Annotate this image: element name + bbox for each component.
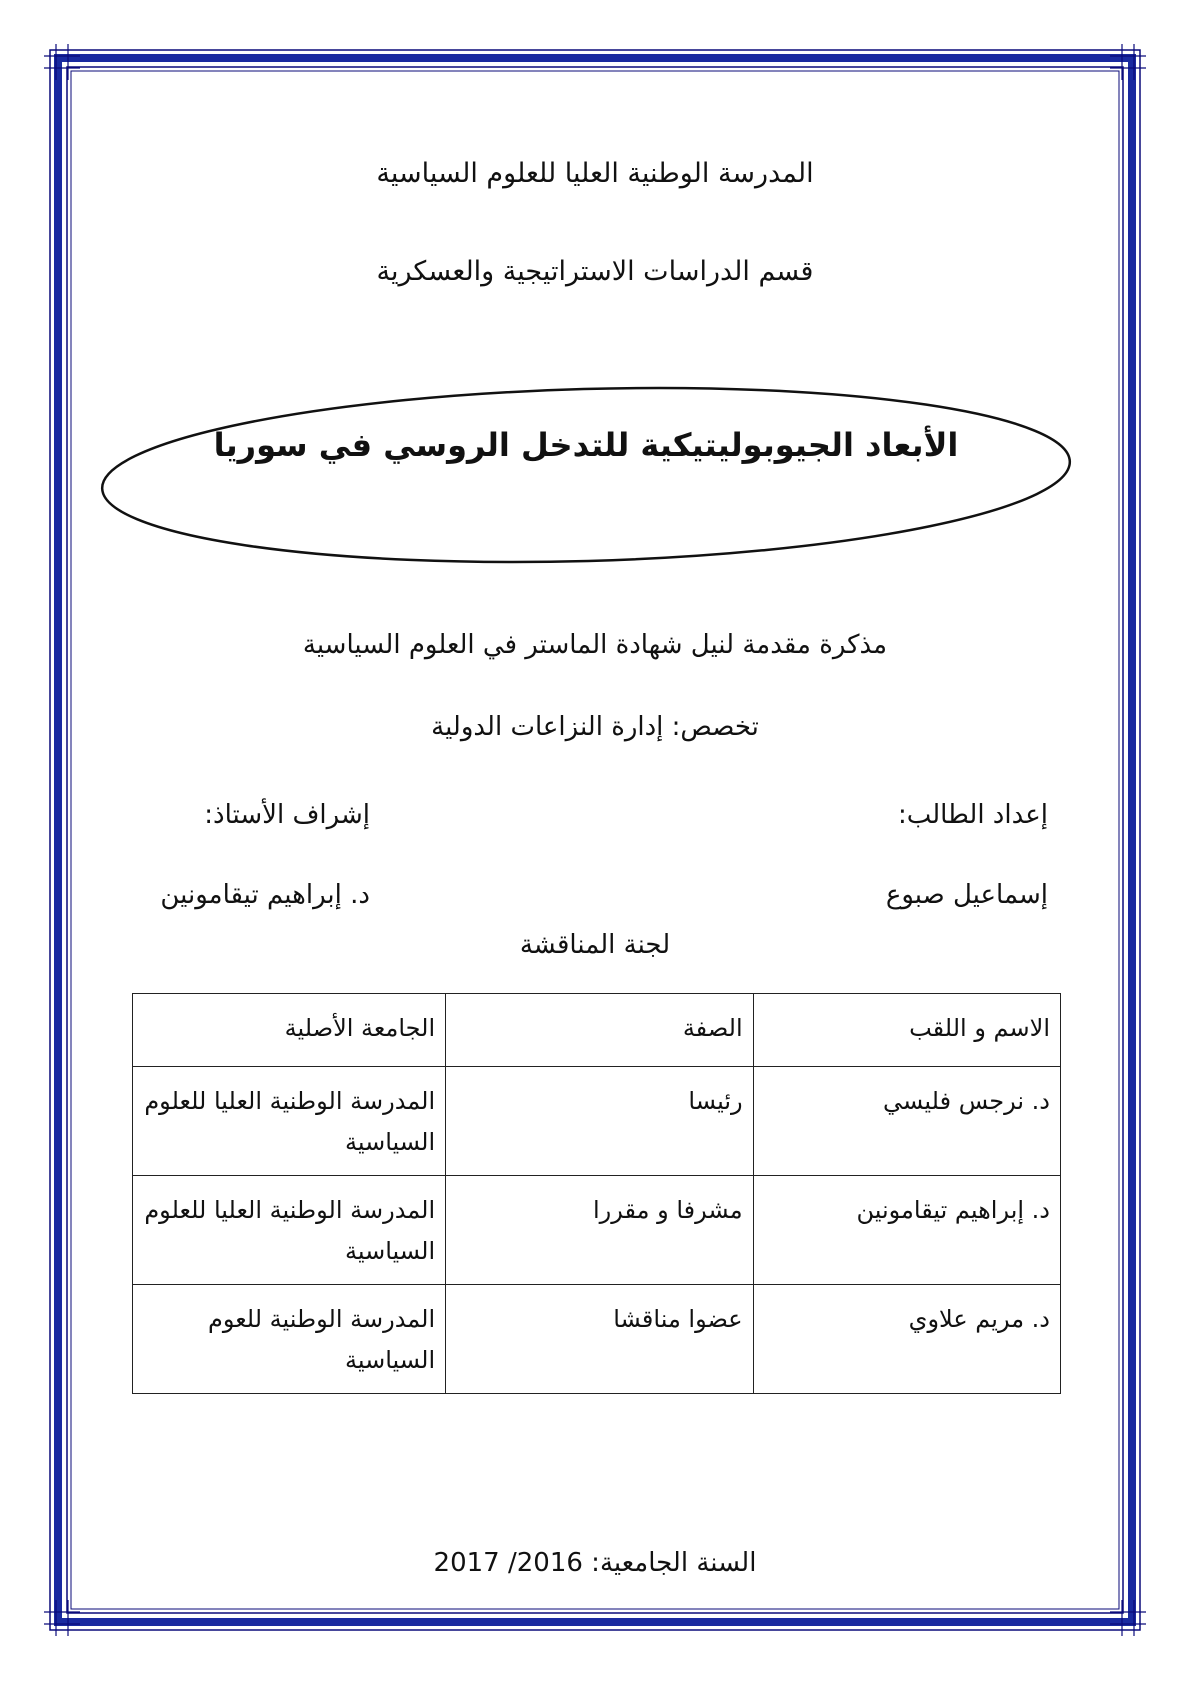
member-university: المدرسة الوطنية للعوم السياسية	[133, 1285, 446, 1394]
committee-heading: لجنة المناقشة	[519, 930, 671, 960]
table-row	[133, 1067, 1061, 1176]
member-university: المدرسة الوطنية العليا للعلوم السياسية	[133, 1067, 446, 1176]
department-name: قسم الدراسات الاستراتيجية والعسكرية	[376, 256, 814, 287]
column-header: الجامعة الأصلية	[133, 994, 446, 1067]
table-row	[133, 1176, 1061, 1285]
supervisor-name: د. إبراهيم تيقامونين	[160, 880, 370, 910]
academic-year: السنة الجامعية: 2016/ 2017	[433, 1548, 757, 1578]
specialty-line: تخصص: إدارة النزاعات الدولية	[431, 712, 759, 742]
member-role: مشرفا و مقررا	[446, 1176, 753, 1285]
student-name: إسماعيل صبوع	[885, 880, 1048, 910]
table-header-row	[133, 994, 1061, 1067]
title-ellipse-box	[96, 380, 1076, 570]
thesis-title: الأبعاد الجيوبوليتيكية للتدخل الروسي في سوريا	[213, 426, 959, 464]
table-row	[133, 1285, 1061, 1394]
column-header: الصفة	[446, 994, 753, 1067]
member-name: د. إبراهيم تيقامونين	[753, 1176, 1060, 1285]
supervisor-label: إشراف الأستاذ:	[204, 800, 370, 830]
member-name: د. مريم علاوي	[753, 1285, 1060, 1394]
member-role: رئيسا	[446, 1067, 753, 1176]
member-name: د. نرجس فليسي	[753, 1067, 1060, 1176]
memo-statement: مذكرة مقدمة لنيل شهادة الماستر في العلوم السياسية	[302, 630, 888, 660]
title-ellipse	[96, 380, 1076, 570]
member-role: عضوا مناقشا	[446, 1285, 753, 1394]
column-header: الاسم و اللقب	[753, 994, 1060, 1067]
committee-table	[132, 993, 1061, 1394]
school-name: المدرسة الوطنية العليا للعلوم السياسية	[376, 158, 814, 189]
student-label: إعداد الطالب:	[897, 800, 1048, 830]
member-university: المدرسة الوطنية العليا للعلوم السياسية	[133, 1176, 446, 1285]
